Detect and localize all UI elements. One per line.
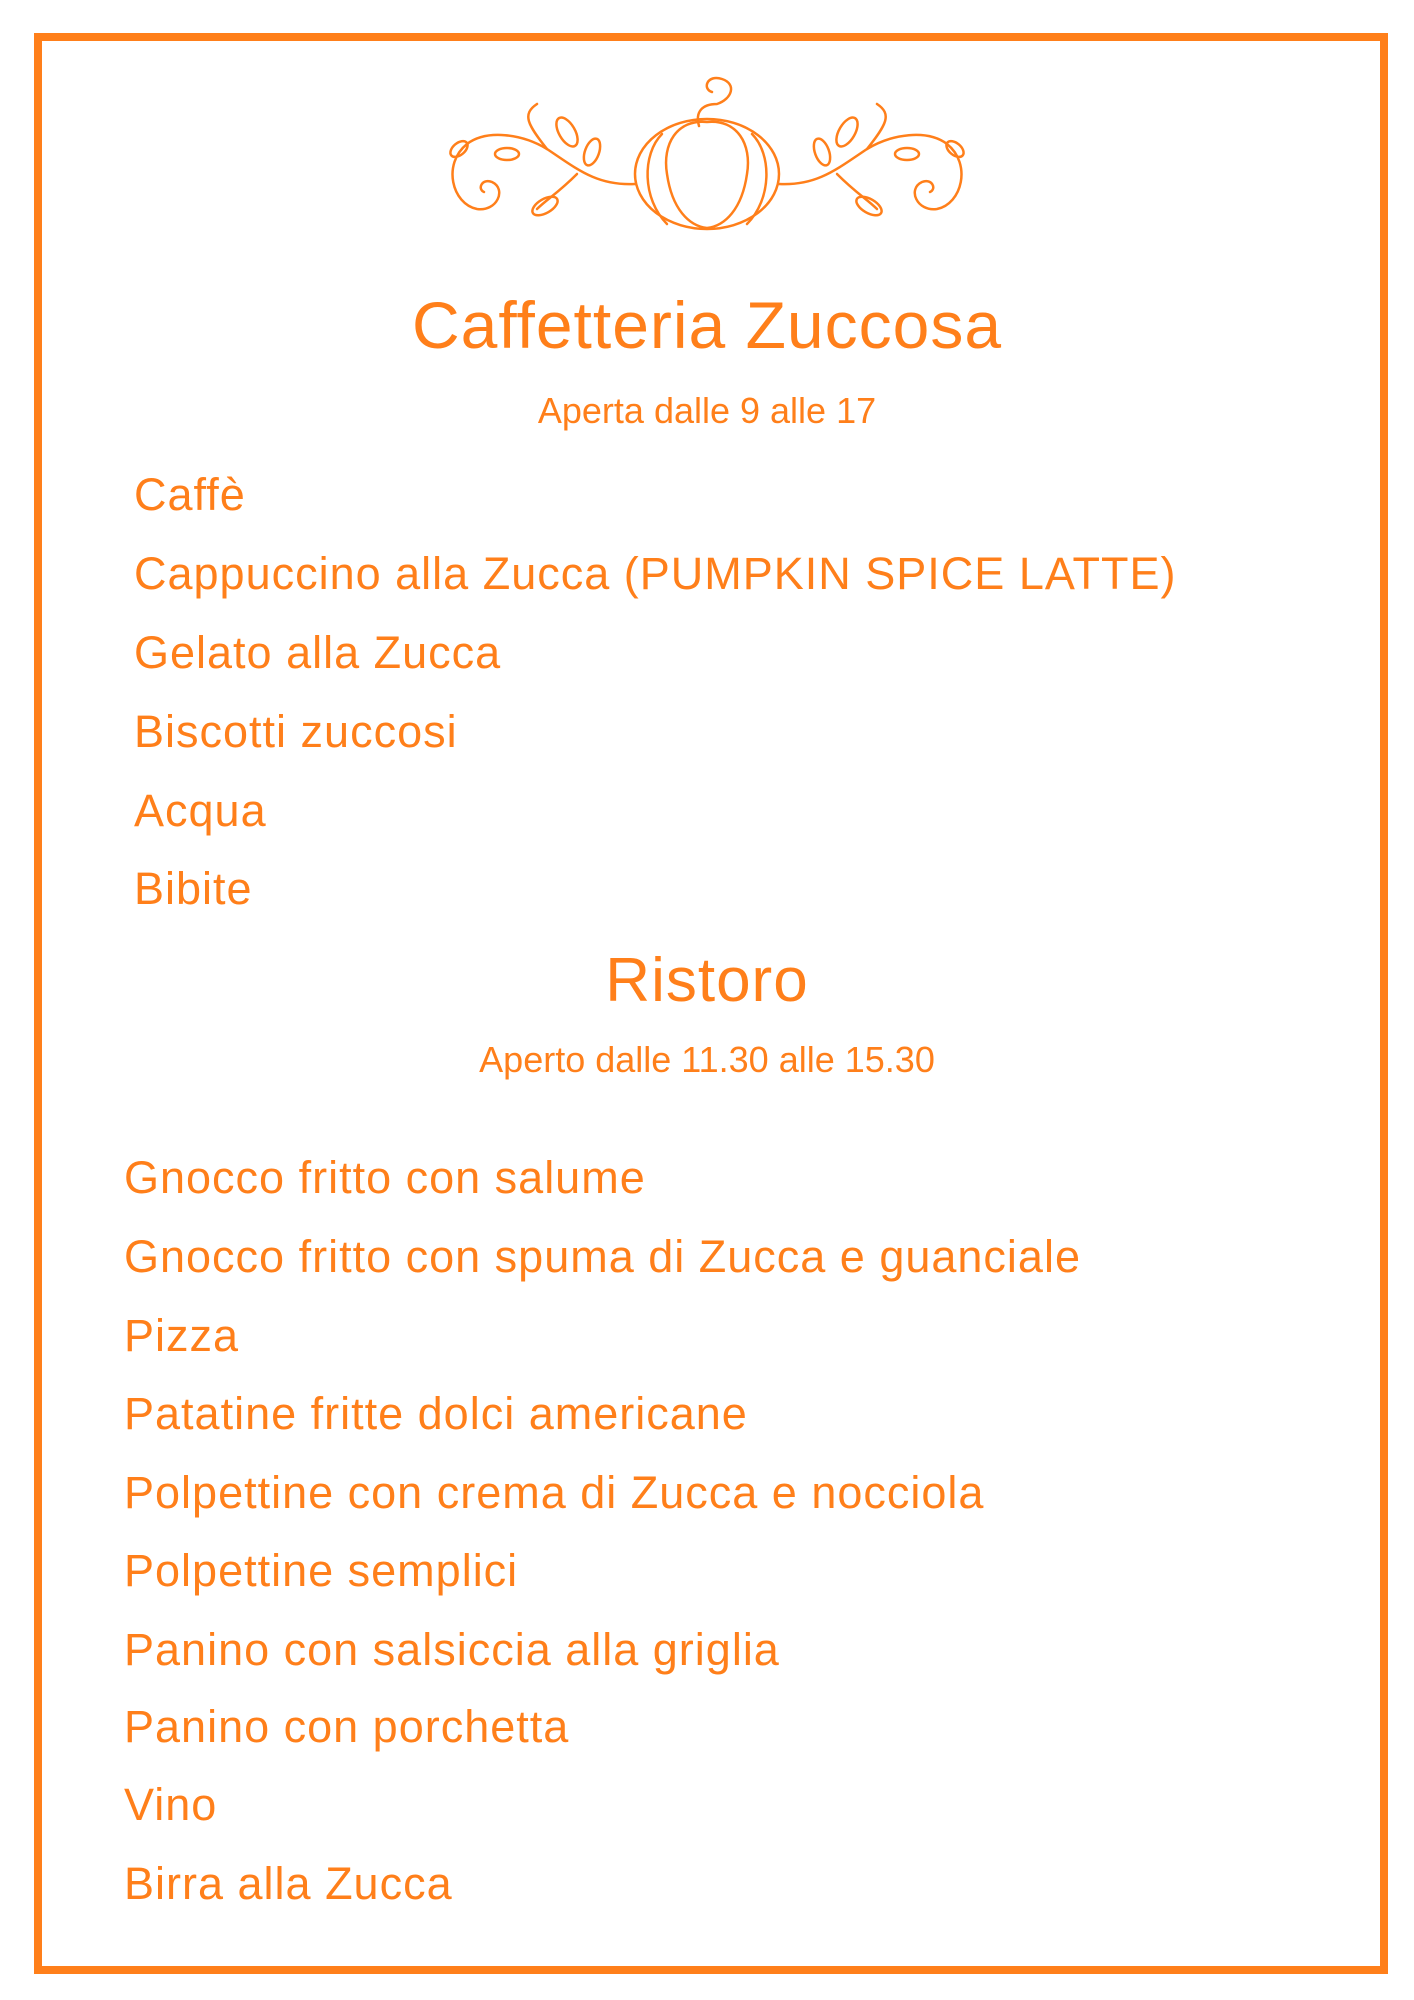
list-item: Biscotti zuccosi xyxy=(134,706,458,757)
list-item: Gelato alla Zucca xyxy=(134,627,502,678)
list-item: Birra alla Zucca xyxy=(124,1858,453,1909)
ristoro-title: Ristoro xyxy=(605,946,809,1015)
list-item: Acqua xyxy=(134,785,267,836)
list-item: Patatine fritte dolci americane xyxy=(124,1388,748,1439)
list-item: Gnocco fritto con spuma di Zucca e guanciale xyxy=(124,1231,1081,1282)
list-item: Cappuccino alla Zucca (PUMPKIN SPICE LATTE) xyxy=(134,548,1177,599)
cafe-title: Caffetteria Zuccosa xyxy=(411,288,1003,362)
list-item: Caffè xyxy=(134,469,246,520)
list-item: Gnocco fritto con salume xyxy=(124,1152,646,1203)
ristoro-hours: Aperto dalle 11.30 alle 15.30 xyxy=(479,1039,935,1080)
list-item: Vino xyxy=(124,1779,218,1830)
list-item: Polpettine semplici xyxy=(124,1545,519,1596)
list-item: Polpettine con crema di Zucca e nocciola xyxy=(124,1467,985,1518)
list-item: Panino con salsiccia alla griglia xyxy=(124,1624,780,1675)
cafe-hours: Aperta dalle 9 alle 17 xyxy=(537,390,877,431)
list-item: Panino con porchetta xyxy=(124,1701,570,1752)
pumpkin-with-vines-icon xyxy=(427,74,987,234)
list-item: Pizza xyxy=(124,1310,240,1361)
list-item: Bibite xyxy=(134,863,253,914)
